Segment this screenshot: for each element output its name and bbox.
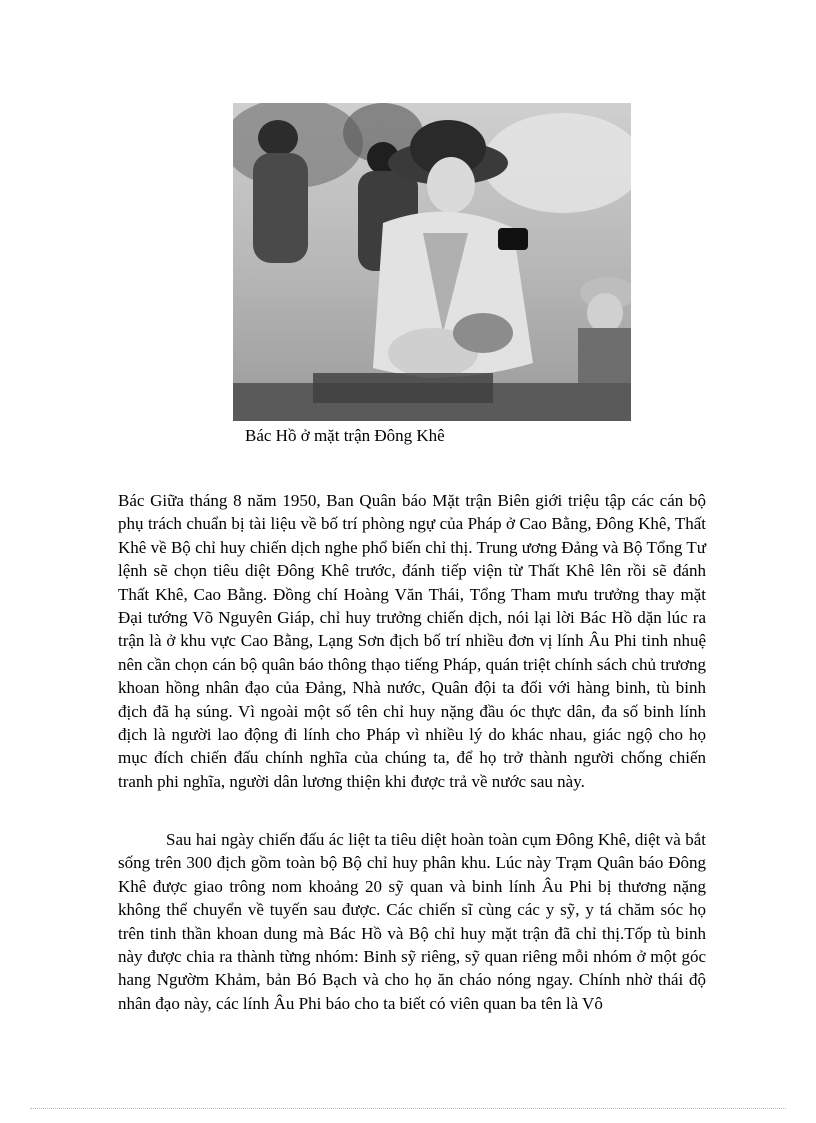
body-paragraph-2: Sau hai ngày chiến đấu ác liệt ta tiêu diệt hoàn toàn cụm Đông Khê, diệt và bắt sống trên 300 địch gồm toàn bộ Bộ chỉ huy phân khu. Lúc này Trạm Quân báo Đông Khê được giao trông nom khoảng 20 sỹ quan và binh lính Âu Phi bị thương nặng không thể chuyển về tuyến sau được. Các chiến sĩ cùng các y sỹ, y tá chăm sóc họ trên tinh thần khoan dung mà Bác Hồ và Bộ chỉ huy mặt trận đã chỉ thị.Tốp tù binh này được chia ra thành từng nhóm: Binh sỹ riêng, sỹ quan riêng mỗi nhóm ở một góc hang Ngườm Khảm, bản Bó Bạch và cho họ ăn cháo nóng ngay. Chính nhờ thái độ nhân đạo này, các lính Âu Phi báo cho ta biết có viên quan ba tên là Vô	[118, 830, 706, 1013]
photo-caption: Bác Hồ ở mặt trận Đông Khê	[245, 426, 445, 445]
page-bottom-divider	[30, 1108, 786, 1109]
historical-photo	[233, 103, 631, 421]
body-paragraph-1: Bác Giữa tháng 8 năm 1950, Ban Quân báo Mặt trận Biên giới triệu tập các cán bộ phụ trách chuẩn bị tài liệu về bố trí phòng ngự của Pháp ở Cao Bằng, Đông Khê, Thất Khê về Bộ chỉ huy chiến dịch nghe phổ biến chỉ thị. Trung ương Đảng và Bộ Tổng Tư lệnh sẽ chọn tiêu diệt Đông Khê trước, đánh tiếp viện từ Thất Khê lên rồi sẽ đánh Thất Khê, Cao Bằng. Đồng chí Hoàng Văn Thái, Tổng Tham mưu trưởng thay mặt Đại tướng Võ Nguyên Giáp, chỉ huy trưởng chiến dịch, nói lại lời Bác Hồ dặn lúc ra trận là ở khu vực Cao Bằng, Lạng Sơn địch bố trí nhiều đơn vị lính Âu Phi tinh nhuệ nên cần chọn cán bộ quân báo thông thạo tiếng Pháp, quán triệt chính sách chủ trương khoan hồng nhân đạo của Đảng, Nhà nước, Quân đội ta đối với hàng binh, tù binh địch đã hạ súng. Vì ngoài một số tên chỉ huy nặng đầu óc thực dân, đa số binh lính địch là người lao động đi lính cho Pháp vì nhiều lý do khác nhau, giác ngộ cho họ mục đích chiến đấu chính nghĩa của chúng ta, để họ trở thành người chống chiến tranh phi nghĩa, người dân lương thiện khi được trả về nước sau này.	[118, 491, 706, 791]
photo-illustration	[233, 103, 631, 421]
